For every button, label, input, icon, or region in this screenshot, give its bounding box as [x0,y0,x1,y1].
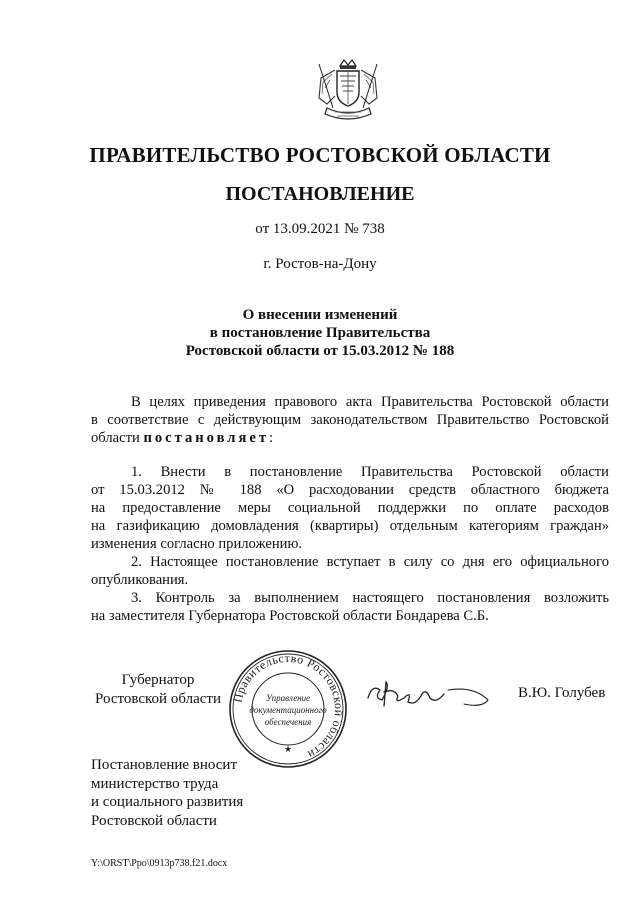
seal-center-line: документационного [249,705,327,715]
introducer-line: Ростовской области [91,812,217,829]
document-subject [0,306,640,360]
preamble-line: в соответствие с действующим законодательством Правительство Ростовской [91,412,609,428]
item-line: на предоставление меры социальной поддержки по оплате расходов [91,500,609,516]
signatory-name: В.Ю. Голубев [518,685,606,701]
position-line: Ростовской области [95,691,221,707]
item-line: изменения согласно приложению. [91,536,303,552]
official-seal [227,648,349,770]
seal-ring-text: Правительство Ростовской области [230,650,347,763]
signatory-position [91,671,225,709]
document-city: г. Ростов-на-Дону [263,256,377,272]
item-3-paragraph [91,589,609,625]
subject-line: Ростовской области от 15.03.2012 № 188 [185,343,455,359]
subject-line: О внесении изменений [242,307,398,323]
preamble-line: В целях приведения правового акта Правительства Ростовской области [131,394,609,410]
introducer-line: Постановление вносит [91,757,238,773]
item-line: на заместителя Губернатора Ростовской области Бондарева С.Б. [91,608,489,624]
preamble-paragraph [91,393,609,447]
introducer-line: и социального развития [91,794,244,810]
document-date-number: от 13.09.2021 № 738 [255,221,385,237]
coat-of-arms-icon [313,58,383,126]
coat-of-arms-emblem [313,58,383,126]
preamble-suffix: : [269,430,274,446]
svg-text:★: ★ [283,744,293,754]
subject-line: в постановление Правительства [209,325,431,341]
signature-icon [364,676,494,716]
seal-center-line: обеспечения [264,717,312,727]
item-1-paragraph [91,463,609,553]
resolves-word: постановляет [143,430,270,446]
handwritten-signature [364,676,494,716]
government-title: ПРАВИТЕЛЬСТВО РОСТОВСКОЙ ОБЛАСТИ [89,143,551,167]
item-line: 3. Контроль за выполнением настоящего постановления возложить [131,590,609,606]
item-line: 1. Внести в постановление Правительства Ростовской области [131,464,609,480]
seal-stamp-icon [227,648,349,770]
position-line: Губернатор [121,672,195,688]
introducer-line: министерство труда [91,775,219,792]
preamble-prefix: области [91,430,144,446]
introduced-by-block [91,756,243,830]
item-line: 2. Настоящее постановление вступает в силу со дня его официального [131,554,609,570]
document-type: ПОСТАНОВЛЕНИЕ [225,183,415,205]
item-line: на газификацию домовладения (квартиры) отдельным категориям граждан» [91,518,609,534]
preamble-line [91,429,609,447]
item-2-paragraph [91,553,609,589]
item-line: от 15.03.2012 № 188 «О расходовании средств областного бюджета [91,482,609,498]
item-line: опубликования. [91,572,189,588]
seal-center-line: Управление [265,693,311,703]
file-path-footer: Y:\ORST\Ppo\0913p738.f21.docx [91,858,228,869]
